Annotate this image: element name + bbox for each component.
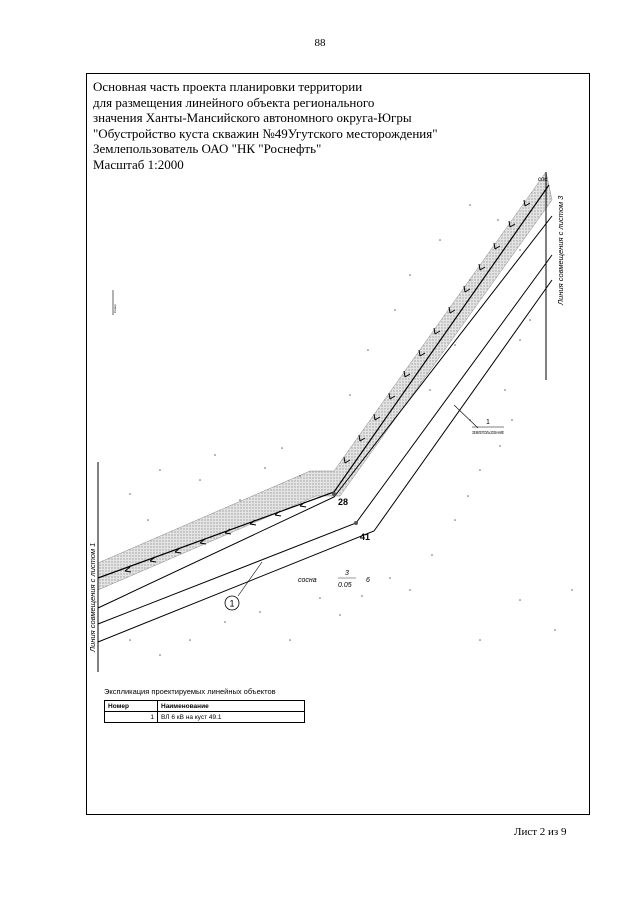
callout-leader — [238, 562, 262, 596]
parallel-line-2 — [98, 255, 552, 624]
sheet-label: Лист 2 из 9 — [514, 826, 567, 838]
title-line: для размещения линейного объекта регионального — [93, 94, 375, 110]
right-boundary-label: Линия совмещения с листом 3 — [556, 195, 565, 305]
side-label-top: 1 — [486, 419, 490, 426]
point-label-28: 28 — [338, 497, 349, 507]
forest-quarter: 3 — [345, 570, 349, 577]
title-line: "Обустройство куста скважин №49Угутского месторождения" — [93, 125, 438, 141]
callout-number: 1 — [229, 598, 235, 609]
legend-table — [104, 700, 305, 723]
page-number: 88 — [314, 37, 326, 49]
title-line: значения Ханты-Мансийского автономного округа-Югры — [93, 110, 412, 125]
title-line: Основная часть проекта планировки территории — [93, 79, 363, 94]
left-boundary-label: Линия совмещения с листом 1 — [88, 542, 97, 652]
forest-species: сосна — [298, 577, 317, 584]
side-label-bottom: ЗЕМЛЕПОЛЬЗОВАНИЕ — [472, 430, 504, 435]
power-line — [98, 185, 549, 578]
legend-title: Экспликация проектируемых линейных объектов — [104, 687, 276, 696]
legend-header-number: Номер — [105, 701, 158, 712]
survey-point-28 — [332, 492, 336, 496]
power-line-arrows — [125, 200, 530, 572]
north-mark-label: Север — [113, 304, 117, 313]
title-line: Землепользователь ОАО "НК "Роснефть" — [93, 141, 322, 156]
forest-area: 0.05 — [338, 582, 352, 589]
corner-label: сос — [538, 177, 548, 183]
legend — [104, 687, 305, 723]
legend-row-number: 1 — [105, 712, 158, 723]
title-line: Масштаб 1:2000 — [93, 156, 184, 172]
legend-header-name: Наименование — [158, 701, 305, 712]
side-label-leader — [454, 405, 478, 428]
forest-number: 6 — [366, 577, 370, 584]
survey-point-41 — [354, 521, 358, 525]
legend-header-row — [105, 701, 305, 712]
table-row — [105, 712, 305, 723]
parallel-line-3 — [98, 280, 552, 642]
legend-row-name: ВЛ 6 кВ на куст 49.1 — [158, 712, 305, 723]
point-label-41: 41 — [360, 532, 371, 542]
corridor-band — [98, 172, 552, 590]
